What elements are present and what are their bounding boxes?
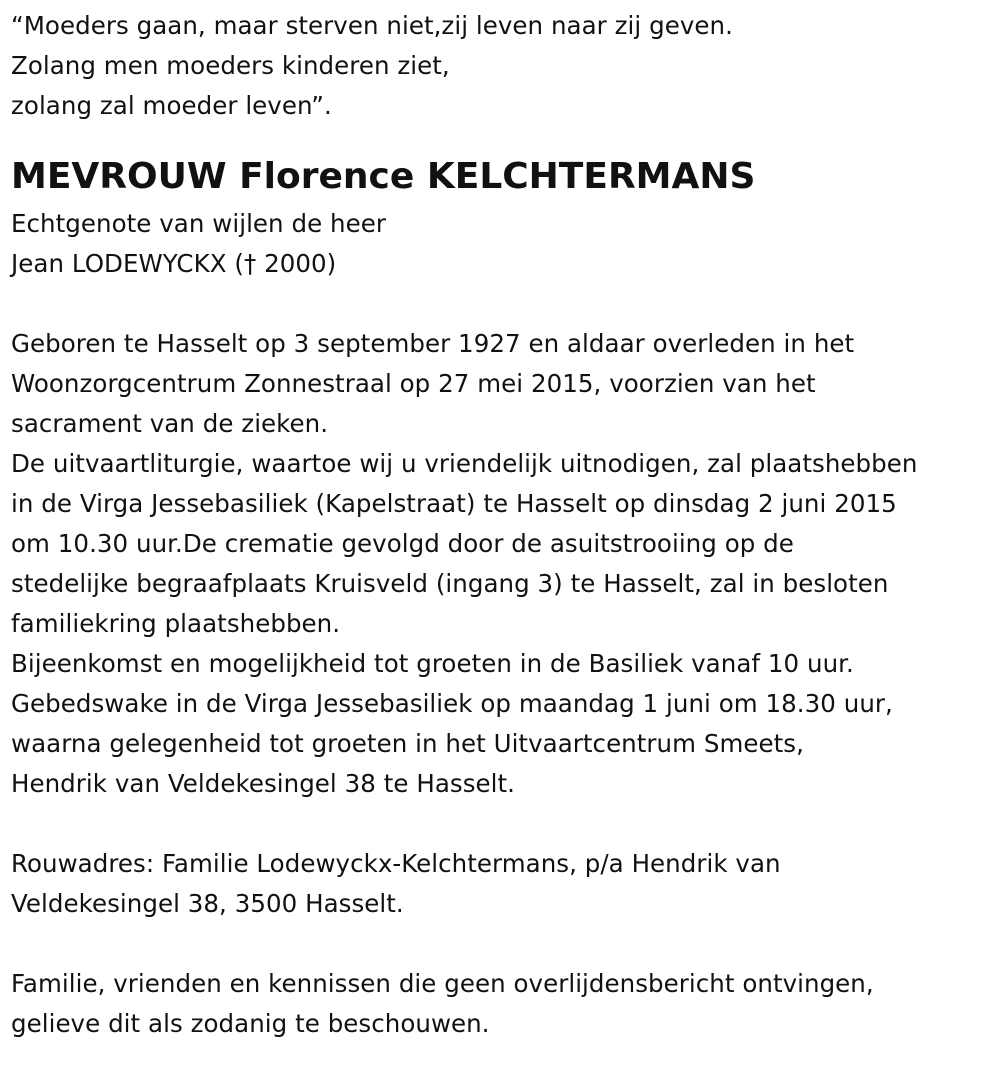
body-line: stedelijke begraafplaats Kruisveld (ingang 3) te Hasselt, zal in besloten (11, 569, 889, 598)
body-line: Woonzorgcentrum Zonnestraal op 27 mei 2015, voorzien van het (11, 369, 816, 398)
spouse-info (11, 204, 986, 284)
body-line: familiekring plaatshebben. (11, 609, 341, 638)
body-line: Hendrik van Veldekesingel 38 te Hasselt. (11, 769, 515, 798)
spacer (11, 924, 986, 964)
body-line: sacrament van de zieken. (11, 409, 329, 438)
closing-note (11, 964, 986, 1044)
closing-line: Familie, vrienden en kennissen die geen overlijdensbericht ontvingen, (11, 969, 874, 998)
poem-line: “Moeders gaan, maar sterven niet,zij leven naar zij geven. (11, 11, 733, 40)
spacer (11, 284, 986, 324)
death-notice (11, 6, 986, 1044)
address-line: Veldekesingel 38, 3500 Hasselt. (11, 889, 404, 918)
closing-line: gelieve dit als zodanig te beschouwen. (11, 1009, 490, 1038)
deceased-name: MEVROUW Florence KELCHTERMANS (11, 156, 756, 197)
body-line: Gebedswake in de Virga Jessebasiliek op maandag 1 juni om 18.30 uur, (11, 689, 893, 718)
spouse-line: Echtgenote van wijlen de heer (11, 209, 386, 238)
address-line: Rouwadres: Familie Lodewyckx-Kelchtermans, p/a Hendrik van (11, 849, 781, 878)
body-line: om 10.30 uur.De crematie gevolgd door de asuitstrooiing op de (11, 529, 794, 558)
poem-line: zolang zal moeder leven”. (11, 91, 332, 120)
notice-body (11, 324, 986, 804)
spacer (11, 804, 986, 844)
body-line: De uitvaartliturgie, waartoe wij u vriendelijk uitnodigen, zal plaatshebben (11, 449, 918, 478)
body-line: waarna gelegenheid tot groeten in het Uitvaartcentrum Smeets, (11, 729, 804, 758)
spouse-line: Jean LODEWYCKX († 2000) (11, 249, 337, 278)
body-line: Geboren te Hasselt op 3 september 1927 en aldaar overleden in het (11, 329, 855, 358)
body-line: in de Virga Jessebasiliek (Kapelstraat) te Hasselt op dinsdag 2 juni 2015 (11, 489, 897, 518)
poem (11, 6, 986, 126)
mourning-address (11, 844, 986, 924)
poem-line: Zolang men moeders kinderen ziet, (11, 51, 450, 80)
body-line: Bijeenkomst en mogelijkheid tot groeten in de Basiliek vanaf 10 uur. (11, 649, 854, 678)
